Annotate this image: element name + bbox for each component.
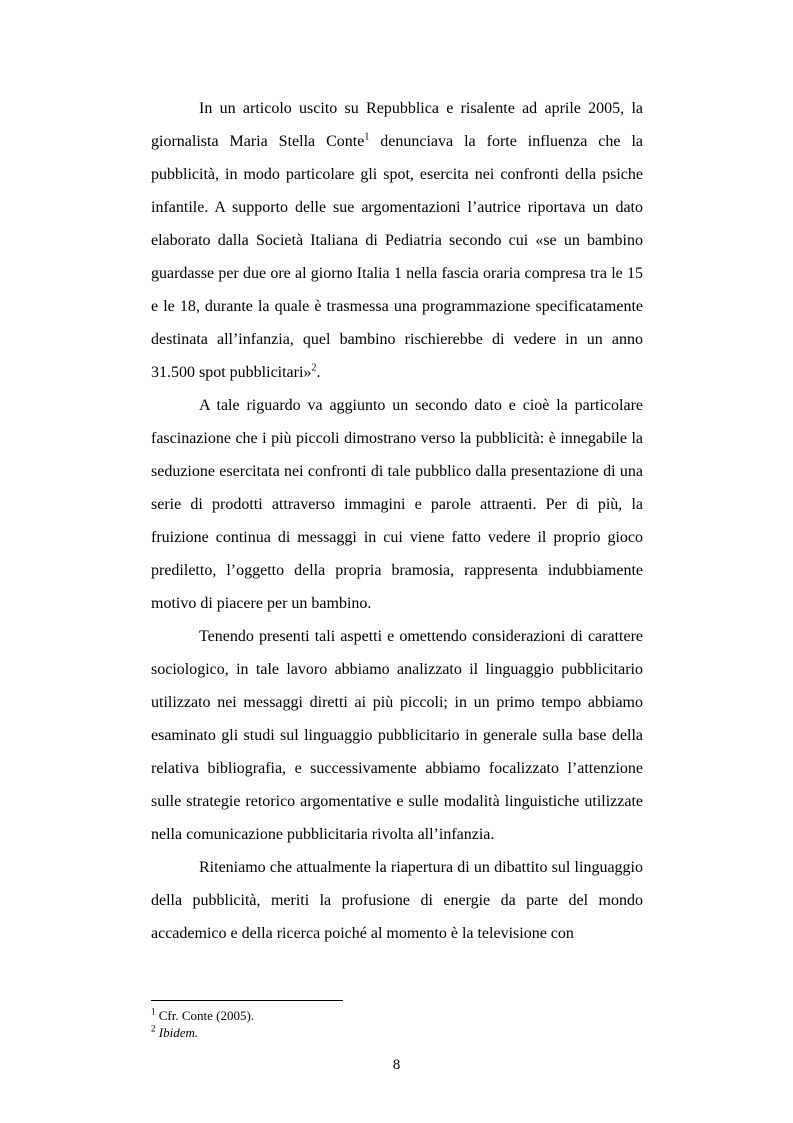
footnote-1-number: 1 <box>151 1006 156 1017</box>
footnote-ref-2: 2 <box>311 362 317 374</box>
footnote-1-text: Cfr. Conte (2005). <box>155 1008 255 1023</box>
paragraph-4: Riteniamo che attualmente la riapertura di un dibattito sul linguaggio della pubblicità, meriti la profusione di energie da parte del mondo accademico e della ricerca poiché al momento è la televisione con <box>151 859 643 942</box>
footnote-2-text: Ibidem. <box>158 1025 199 1040</box>
paragraph-1-text-c: . <box>316 364 321 381</box>
paragraph-3: Tenendo presenti tali aspetti e omettendo considerazioni di carattere sociologico, in tale lavoro abbiamo analizzato il linguaggio pubblicitario utilizzato nei messaggi diretti ai più piccoli; in un primo tempo abbiamo esaminato gli studi sul linguaggio pubblicitario in generale sulla base della relativa bibliografia, e successivamente abbiamo focalizzato l’attenzione sulle strategie retorico argomentative e sulle modalità linguistiche utilizzate nella comunicazione pubblicitaria rivolta all’infanzia. <box>151 628 643 843</box>
footnote-ref-1: 1 <box>364 131 370 143</box>
body-text <box>151 92 643 950</box>
paragraph-2: A tale riguardo va aggiunto un secondo dato e cioè la particolare fascinazione che i più piccoli dimostrano verso la pubblicità: è innegabile la seduzione esercitata nei confronti di tale pubblico dalla presentazione di una serie di prodotti attraverso immagini e parole attraenti. Per di più, la fruizione continua di messaggi in cui viene fatto vedere il proprio gioco prediletto, l’oggetto della propria bramosia, rappresenta indubbiamente motivo di piacere per un bambino. <box>151 397 643 612</box>
footnote-2 <box>151 1024 643 1041</box>
paragraph-1-text-a: In un articolo uscito su Repubblica e risalente ad aprile 2005, la giornalista Maria Stella Conte <box>151 100 643 150</box>
footnote-1 <box>151 1007 643 1024</box>
footnote-separator <box>151 1000 343 1001</box>
paragraph-1 <box>151 92 643 389</box>
footnote-2-number: 2 <box>151 1023 156 1034</box>
page-number: 8 <box>392 1057 401 1073</box>
footnotes <box>151 1007 643 1041</box>
paragraph-1-text-b: denunciava la forte influenza che la pubblicità, in modo particolare gli spot, esercita nei confronti della psiche infantile. A supporto delle sue argomentazioni l’autrice riportava un dato elaborato dalla Società Italiana di Pediatria secondo cui «se un bambino guardasse per due ore al giorno Italia 1 nella fascia oraria compresa tra le 15 e le 18, durante la quale è trasmessa una programmazione specificatamente destinata all’infanzia, quel bambino rischierebbe di vedere in un anno 31.500 spot pubblicitari» <box>151 133 643 381</box>
